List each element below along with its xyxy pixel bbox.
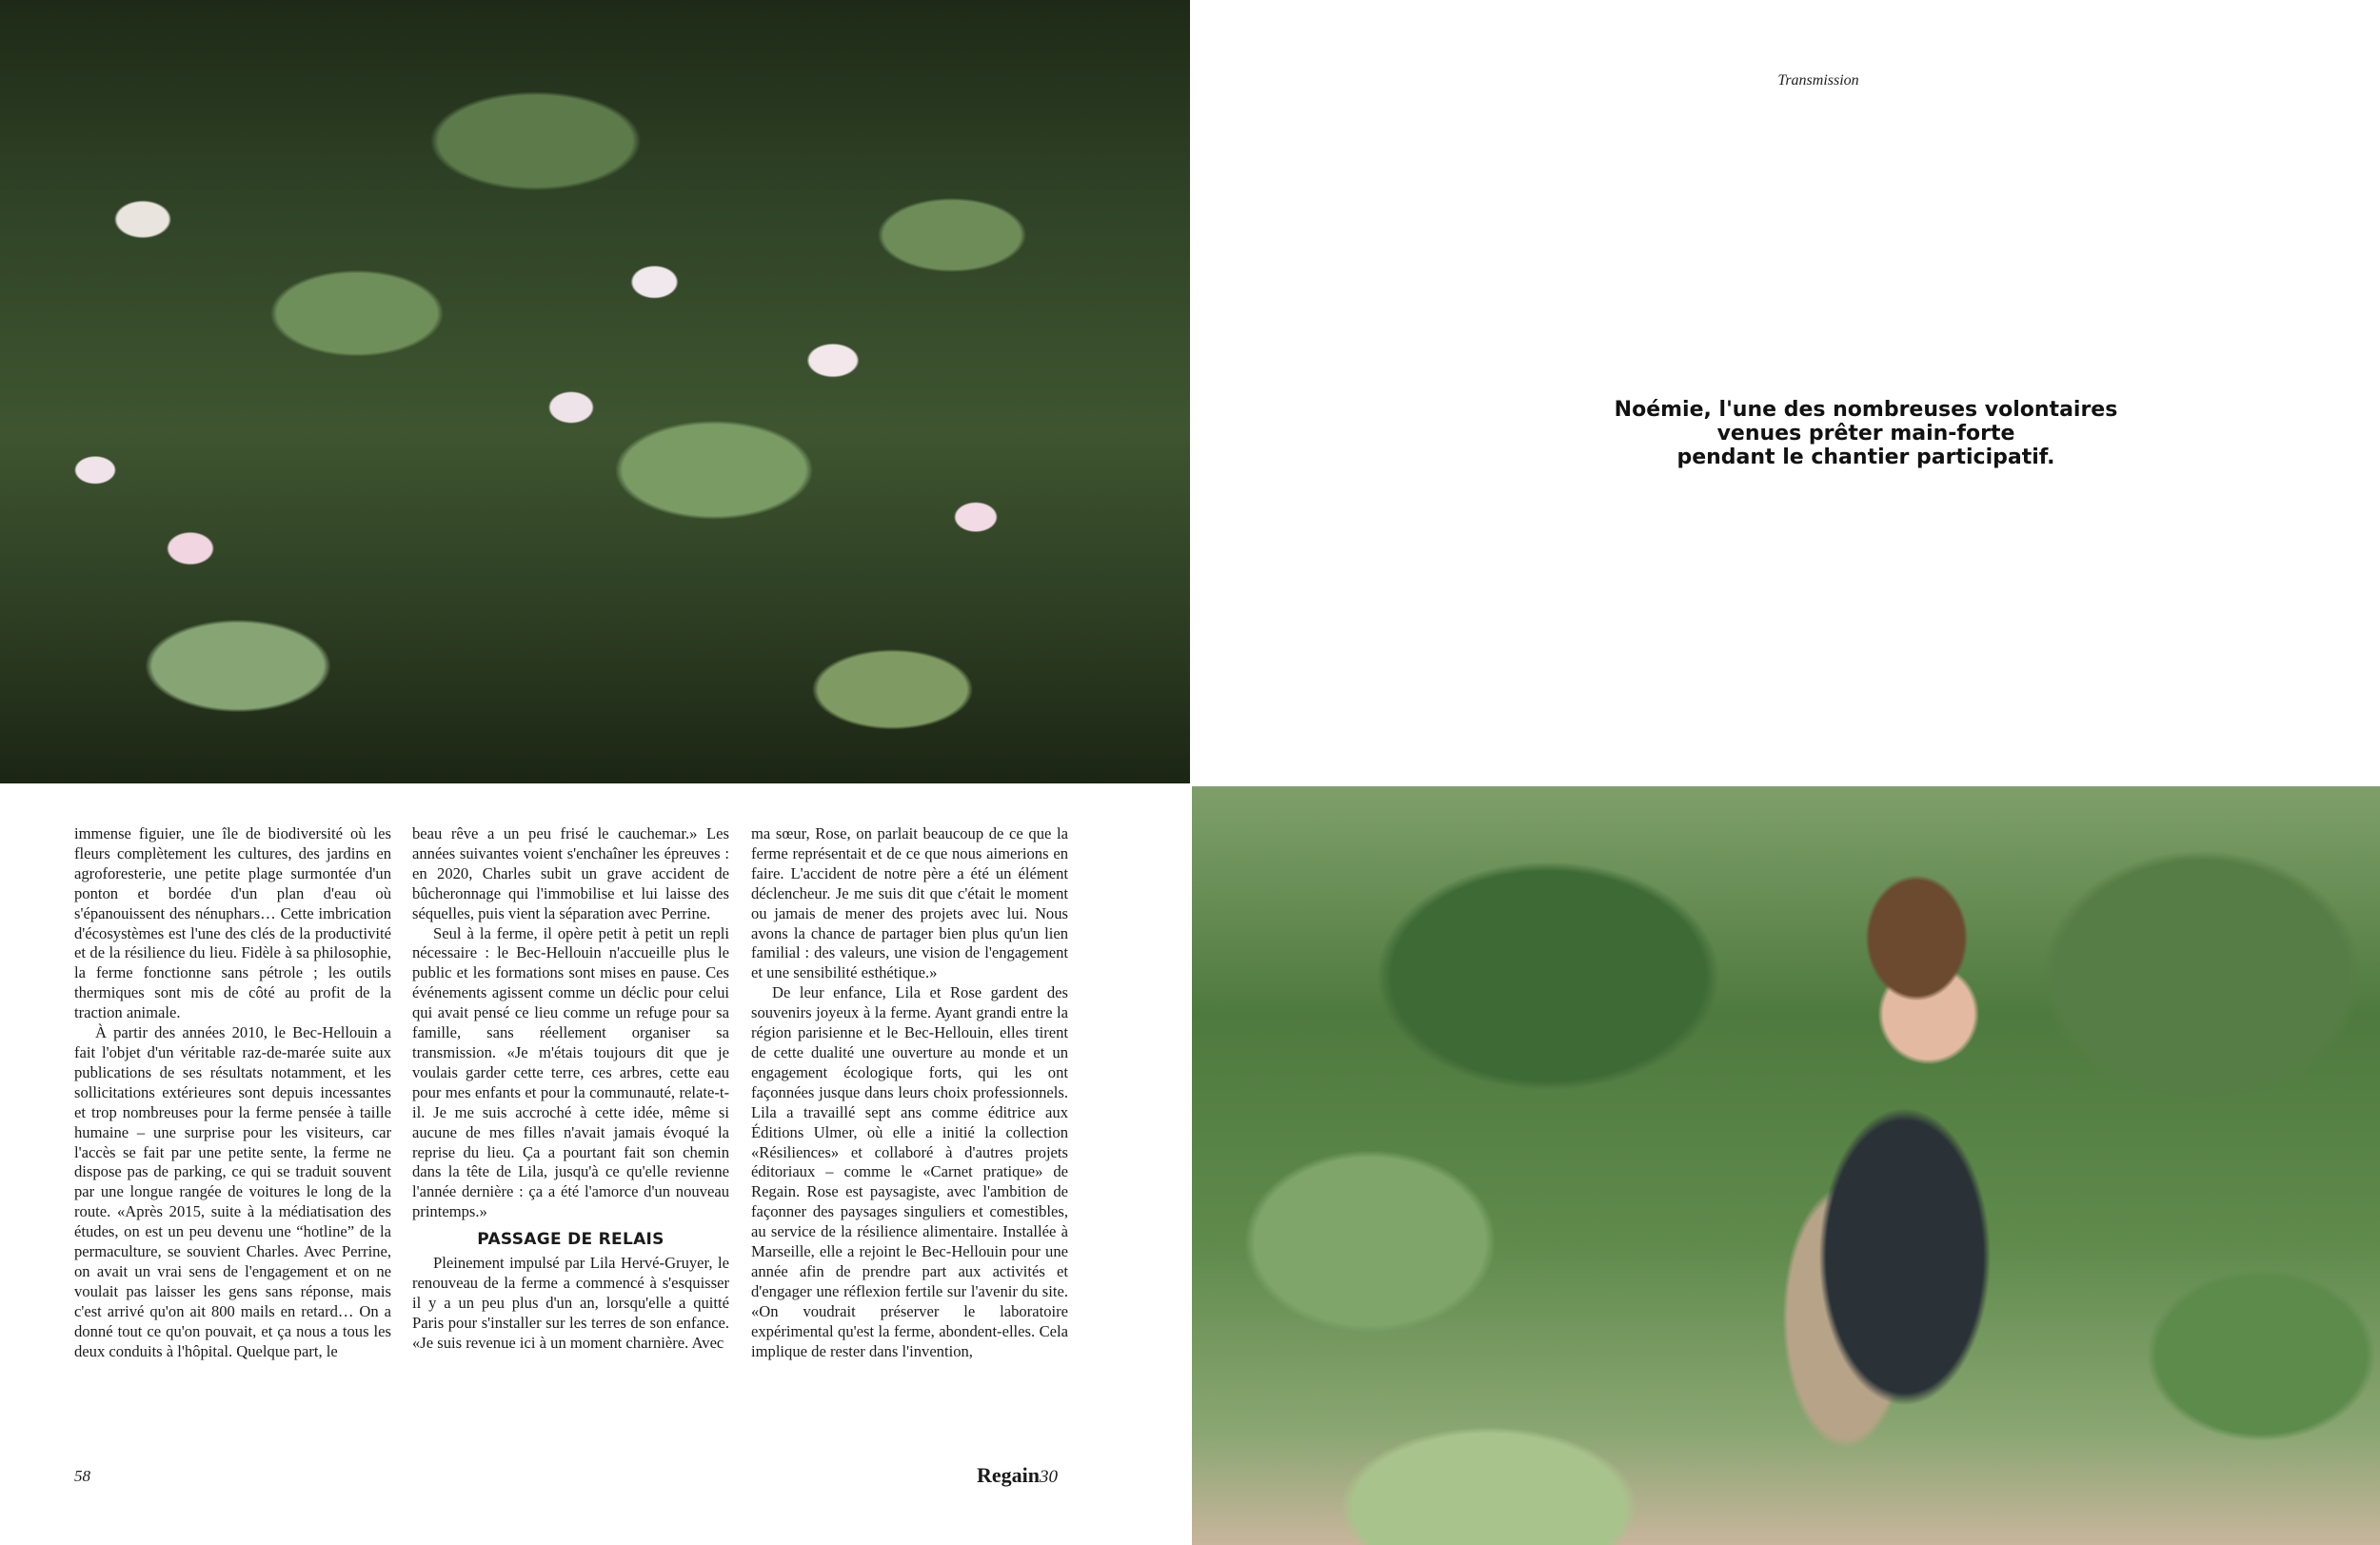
caption-line: Noémie, l'une des nombreuses volontaires [1614,398,2118,422]
section-subheading: PASSAGE DE RELAIS [477,1230,664,1250]
page-number: 58 [74,1467,90,1485]
caption-line: pendant le chantier participatif. [1676,446,2055,469]
text-column-3 [751,824,1068,1361]
caption-line: venues prêter main-forte [1716,422,2015,446]
paragraph: De leur enfance, Lila et Rose gardent des souvenirs joyeux à la ferme. Ayant grandi entre la région parisienne et le Bec-Hellouin, elles tirent de cette dualité une ouverture au monde et un engagement écologique forts, qui les ont façonnées jusque dans leurs choix professionnels. Lila a travaillé sept ans comme éditrice aux Éditions Ulmer, où elle a initié la collection «Résiliences» et collaboré à d'autres projets éditoriaux – comme le «Carnet pratique» de Regain. Rose est paysagiste, avec l'ambition de façonner des paysages singuliers et comestibles, au service de la résilience alimentaire. Installée à Marseille, elle a rejoint le Bec-Hellouin pour une année afin de prendre part aux activités et d'engager une réflexion fertile sur l'avenir du site. «On voudrait préserver le laboratoire expérimental qu'est la ferme, abondent-elles. Cela implique de rester dans l'invention, [751,983,1068,1360]
paragraph: Pleinement impulsé par Lila Hervé-Gruyer, le renouveau de la ferme a commencé à s'esquisser il y a un peu plus d'un an, lorsqu'elle a quitté Paris pour s'installer sur les terres de son enfance. «Je suis revenue ici à un moment charnière. Avec [412,1254,729,1352]
issue-number: 30 [1040,1467,1058,1487]
water-lilies-photo [0,0,1190,783]
paragraph: ma sœur, Rose, on parlait beaucoup de ce que la ferme représentait et de ce que nous aimerions en faire. L'accident de notre père a été un élément déclencheur. Je me suis dit que c'était le moment ou jamais de mener des projets avec lui. Nous avons la chance de partager bien plus qu'un lien familial : des valeurs, une vision de l'engagement et une sensibilité esthétique.» [751,824,1068,982]
paragraph: beau rêve a un peu frisé le cauchemar.» Les années suivantes voient s'enchaîner les épreuves : en 2020, Charles subit un grave accident de bûcheronnage qui l'immobilise et lui laisse des séquelles, puis vient la séparation avec Perrine. [412,824,729,922]
magazine-logo [977,1463,1058,1488]
paragraph: Seul à la ferme, il opère petit à petit un repli nécessaire : le Bec-Hellouin n'accueille plus le public et les formations sont mises en pause. Ces événements agissent comme un déclic pour celui qui avait pensé ce lieu comme un refuge pour sa famille, sans réellement organiser sa transmission. «Je m'étais toujours dit que je voulais garder cette terre, ces arbres, cette eau pour mes enfants et pour la communauté, relate-t-il. Je me suis accroché à cette idée, même si aucune de mes filles n'avait jamais évoqué la reprise du lieu. Ça a pourtant fait son chemin dans la tête de Lila, jusqu'à ce qu'elle revienne l'année dernière : ça a été l'amorce d'un nouveau printemps.» [412,923,729,1221]
photo-caption [1499,398,2232,469]
text-column-2 [412,824,729,1354]
garden-portrait-photo [1192,786,2380,1545]
paragraph: À partir des années 2010, le Bec-Hellouin a fait l'objet d'un véritable raz-de-marée suite aux publications de ses résultats notamment, et les sollicitations extérieures sont depuis incessantes et trop nombreuses pour la ferme pensée à taille humaine – une surprise pour les visiteurs, car l'accès se fait par une petite sente, la ferme ne dispose pas de parking, ce qui se traduit souvent par une longue rangée de voitures le long de la route. «Après 2015, suite à la médiatisation des études, on est un peu devenu une “hotline” de la permaculture, se souvient Charles. Avec Perrine, on avait un vrai sens de l'engagement et on ne voulait pas laisser les gens sans réponse, mais c'est arrivé qu'on ait 800 mails en retard… On a donné tout ce qu'on pouvait, et ça nous a tous les deux conduits à l'hôpital. Quelque part, le [74,1023,391,1360]
paragraph: immense figuier, une île de biodiversité où les fleurs complètement les cultures, des jardins en agroforesterie, une petite plage surmontée d'un ponton et bordée d'un plan d'eau où s'épanouissent des nénuphars… Cette imbrication d'écosystèmes est l'une des clés de la productivité et de la résilience du lieu. Fidèle à sa philosophie, la ferme fonctionne sans pétrole ; les outils thermiques sont mis de côté au profit de la traction animale. [74,824,391,1022]
text-column-1 [74,824,391,1361]
section-label: Transmission [1777,72,1859,89]
brand-name: Regain [977,1463,1040,1487]
